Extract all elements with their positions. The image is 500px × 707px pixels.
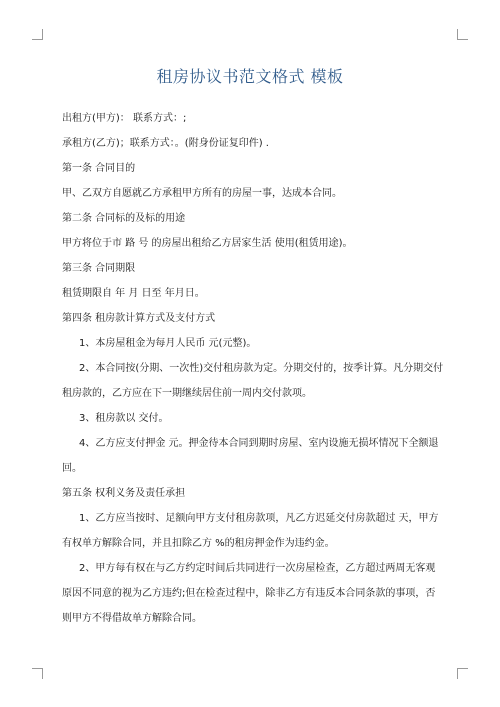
document-body [62, 106, 444, 631]
article-2-text: 甲方将位于市 路 号 的房屋出租给乙方居家生活 使用(租赁用途)。 [62, 238, 353, 249]
article-5-item-1: 1、乙方应当按时、足额向甲方支付租房款项，凡乙方迟延交付房款超过 天，甲方有权单方解除合同，并且扣除乙方 %的租房押金作为违约金。 [62, 513, 439, 549]
page-corner-mark-bottom-left [32, 668, 43, 679]
article-5-item-2: 2、甲方每有权在与乙方约定时间后共同进行一次房屋检查，乙方超过两周无客观原因不同意的视为乙方违约;但在检查过程中，除非乙方有违反本合同条款的事项，否则甲方不得借故单方解除合同。 [62, 563, 436, 624]
article-3-text: 租赁期限自 年 月 日至 年月日。 [62, 288, 205, 299]
article-2-heading: 第二条 合同标的及标的用途 [62, 213, 186, 224]
page-corner-mark-top-left [32, 29, 43, 40]
clause-lessee: 承租方(乙方)；联系方式：。(附身份证复印件) . [62, 138, 269, 149]
article-5-heading: 第五条 权利义务及责任承担 [62, 488, 186, 499]
clause-lessor: 出租方(甲方)： 联系方式：; [62, 113, 187, 124]
page-corner-mark-top-right [457, 29, 468, 40]
article-4-item-4: 4、乙方应支付押金 元。押金待本合同到期时房屋、室内设施无损坏情况下全额退回。 [62, 438, 439, 474]
article-4-item-3: 3、租房款以 交付。 [79, 413, 169, 424]
article-3-heading: 第三条 合同期限 [62, 263, 136, 274]
article-4-heading: 第四条 租房款计算方式及支付方式 [62, 313, 216, 324]
article-1-text: 甲、乙双方自愿就乙方承租甲方所有的房屋一事，达成本合同。 [62, 188, 342, 199]
page-corner-mark-bottom-right [457, 668, 468, 679]
article-4-item-2: 2、本合同按(分期、一次性)交付租房款为定。分期交付的，按季计算。凡分期交付租房款的，乙方应在下一期继续居住前一周内交付款项。 [62, 363, 444, 399]
article-1-heading: 第一条 合同目的 [62, 163, 136, 174]
article-4-item-1: 1、本房屋租金为每月人民币 元(元整)。 [79, 338, 257, 349]
document-title: 租房协议书范文格式 模板 [156, 67, 344, 86]
